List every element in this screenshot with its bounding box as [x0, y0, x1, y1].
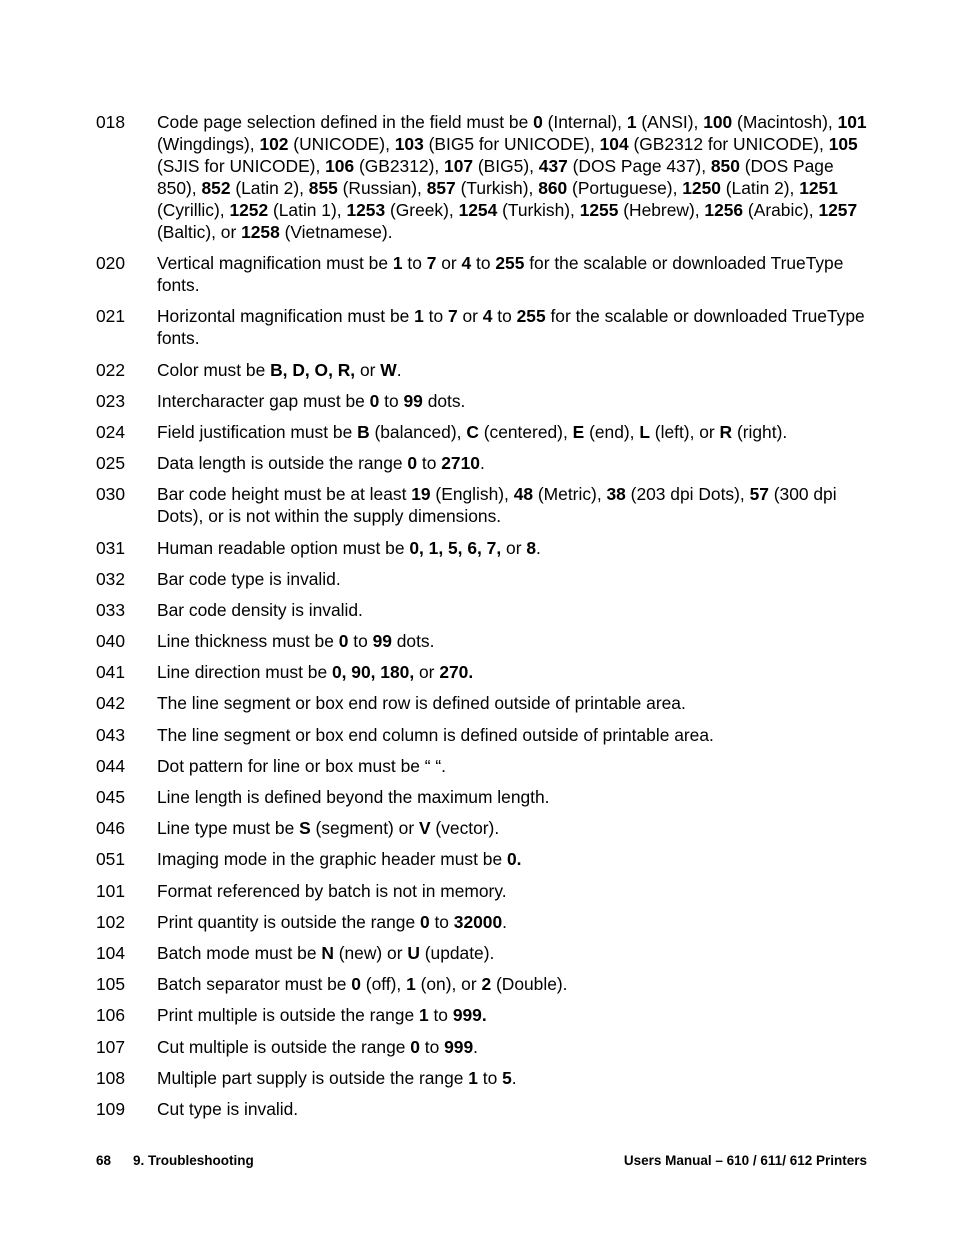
error-code: 018	[96, 112, 126, 132]
error-code: 025	[96, 453, 126, 474]
message-value: 855	[308, 178, 338, 198]
error-code: 020	[96, 253, 126, 274]
message-value: 1	[392, 253, 403, 274]
message-value: 8	[526, 537, 536, 558]
error-code-entry	[96, 973, 876, 995]
error-code-entry	[96, 724, 876, 746]
message-value: 100	[703, 112, 733, 132]
message-text: Code page selection defined in the field must be	[157, 112, 534, 132]
message-text: Bar code height must be at least	[157, 484, 412, 505]
message-text: for the scalable or downloaded TrueType fonts.	[157, 253, 844, 296]
error-message	[157, 817, 876, 839]
error-message	[157, 537, 876, 559]
error-message	[157, 880, 876, 902]
error-code: 041	[96, 662, 126, 683]
message-text: The line segment or box end column is defined outside of printable area.	[157, 724, 714, 745]
error-code: 021	[96, 306, 126, 327]
message-text: Print multiple is outside the range	[157, 1005, 419, 1026]
error-code: 030	[96, 484, 126, 505]
error-code: 040	[96, 631, 126, 652]
error-message	[157, 452, 876, 474]
error-code: 108	[96, 1067, 126, 1088]
error-code: 046	[96, 818, 126, 839]
message-text: (Hebrew),	[618, 200, 705, 220]
message-value: 1258	[241, 222, 280, 242]
message-value: 1254	[458, 200, 498, 220]
error-code-entry	[96, 661, 876, 683]
error-code: 031	[96, 537, 126, 558]
message-text: to	[419, 1036, 445, 1057]
message-text: to	[471, 253, 496, 274]
message-text: (203 dpi Dots),	[625, 484, 750, 505]
message-value: 437	[538, 156, 568, 176]
message-value: 104	[599, 134, 629, 154]
message-text: .	[473, 1036, 478, 1057]
message-text: (BIG5 for UNICODE),	[423, 134, 600, 154]
error-code: 104	[96, 942, 126, 963]
message-text: Cut type is invalid.	[157, 1098, 299, 1119]
error-code: 024	[96, 421, 126, 442]
footer-manual-title: Users Manual – 610 / 611/ 612 Printers	[623, 1153, 867, 1168]
message-value: 105	[828, 134, 858, 154]
message-text: (Arabic),	[743, 200, 819, 220]
message-text: (left), or	[649, 421, 720, 442]
message-text: or	[436, 253, 462, 274]
error-code: 051	[96, 849, 126, 870]
error-code-entry	[96, 390, 876, 412]
message-value: 7	[426, 253, 437, 274]
error-code: 044	[96, 755, 126, 776]
message-value: 2	[481, 974, 492, 995]
message-text: (Metric),	[533, 484, 607, 505]
message-value: 48	[513, 484, 534, 505]
message-text: (Latin 2),	[720, 178, 800, 198]
message-text: (Cyrillic),	[157, 200, 230, 220]
message-text: Intercharacter gap must be	[157, 390, 370, 411]
message-text: (DOS Page 850),	[157, 156, 834, 198]
error-code-entry	[96, 1098, 876, 1120]
message-text: (vector).	[430, 818, 500, 839]
message-text: (Greek),	[385, 200, 459, 220]
message-value: L	[639, 421, 650, 442]
message-value: 1251	[799, 178, 838, 198]
message-text: (English),	[430, 484, 514, 505]
message-value: 1255	[579, 200, 619, 220]
message-value: W	[380, 359, 397, 380]
message-value: S	[299, 818, 311, 839]
error-message	[157, 252, 876, 296]
message-text: Vertical magnification must be	[157, 253, 393, 274]
message-value: 999.	[452, 1005, 487, 1026]
message-text: .	[536, 537, 541, 558]
message-value: 1253	[346, 200, 386, 220]
message-text: dots.	[391, 631, 435, 652]
message-text: .	[502, 911, 507, 932]
error-code: 101	[96, 880, 126, 901]
error-code-entry	[96, 786, 876, 808]
message-value: 1	[414, 306, 424, 327]
message-value: 999	[444, 1036, 474, 1057]
message-text: The line segment or box end row is defined outside of printable area.	[157, 693, 686, 714]
message-text: to	[428, 1005, 453, 1026]
error-message	[157, 1004, 876, 1026]
message-text: to	[379, 390, 404, 411]
error-message	[157, 692, 876, 714]
error-code-entry	[96, 630, 876, 652]
error-code: 042	[96, 693, 126, 714]
error-message	[157, 599, 876, 621]
error-code: 106	[96, 1005, 126, 1026]
error-code-entry	[96, 942, 876, 964]
message-value: 850	[710, 156, 740, 176]
error-message	[157, 630, 876, 652]
message-value: 857	[426, 178, 456, 198]
error-code-entry	[96, 252, 876, 296]
error-message	[157, 359, 876, 381]
message-text: (Macintosh),	[732, 112, 838, 132]
message-text: (on), or	[415, 974, 482, 995]
message-value: 0	[407, 453, 418, 474]
message-value: 255	[516, 306, 546, 327]
error-message	[157, 1036, 876, 1058]
message-text: (Latin 2),	[230, 178, 309, 198]
error-code-entry	[96, 452, 876, 474]
message-text: Line thickness must be	[157, 631, 339, 652]
message-value: 38	[606, 484, 626, 505]
message-text: to	[429, 911, 454, 932]
message-value: 57	[749, 484, 769, 505]
message-text: (update).	[419, 942, 495, 963]
error-message	[157, 848, 876, 870]
message-text: (UNICODE),	[288, 134, 395, 154]
error-code-entry	[96, 911, 876, 933]
error-code-entry	[96, 421, 876, 443]
error-code-entry	[96, 755, 876, 777]
error-code: 022	[96, 359, 126, 380]
message-text: Multiple part supply is outside the range	[157, 1067, 469, 1088]
error-message	[157, 1067, 876, 1089]
message-value: E	[572, 421, 585, 442]
message-value: 106	[325, 156, 355, 176]
message-value: 1250	[682, 178, 721, 198]
error-code: 045	[96, 787, 126, 807]
error-message	[157, 483, 876, 527]
message-value: 102	[259, 134, 289, 154]
message-text: to	[348, 631, 373, 652]
error-code-entry	[96, 305, 876, 349]
message-text: Data length is outside the range	[157, 453, 408, 474]
error-message	[157, 390, 876, 412]
message-text: (SJIS for UNICODE),	[157, 156, 326, 176]
error-code-entry	[96, 537, 876, 559]
error-message	[157, 111, 876, 243]
message-text: to	[417, 453, 442, 474]
message-value: 0	[338, 631, 349, 652]
message-text: Format referenced by batch is not in memory.	[157, 880, 507, 901]
message-text: (Latin 1),	[268, 200, 347, 220]
message-text: (right).	[732, 421, 788, 442]
error-message	[157, 973, 876, 995]
message-value: 0	[533, 112, 543, 132]
message-text: (Turkish),	[497, 200, 580, 220]
message-text: to	[402, 253, 427, 274]
message-text: .	[511, 1067, 517, 1088]
message-text: Cut multiple is outside the range	[157, 1036, 411, 1057]
message-text: Line direction must be	[157, 662, 332, 683]
error-code-entry	[96, 111, 876, 243]
message-value: 2710	[441, 453, 480, 474]
message-value: B, D, O, R,	[270, 359, 356, 380]
error-code-entry	[96, 1036, 876, 1058]
page-number: 68	[96, 1153, 112, 1168]
error-code: 102	[96, 911, 126, 932]
message-value: 101	[837, 112, 867, 132]
message-value: 0	[351, 974, 361, 995]
message-value: 0	[410, 1036, 420, 1057]
message-text: to	[423, 306, 448, 327]
message-value: 255	[495, 253, 525, 274]
error-code-entry	[96, 1067, 876, 1089]
message-value: 7	[447, 306, 458, 327]
section-title: 9. Troubleshooting	[133, 1153, 254, 1168]
footer-left	[96, 1153, 254, 1168]
message-text: or	[355, 359, 381, 380]
error-message	[157, 786, 876, 808]
message-value: C	[466, 421, 479, 442]
message-text: Line length is defined beyond the maximum length.	[157, 787, 550, 807]
message-value: 0, 1, 5, 6, 7,	[409, 537, 502, 558]
message-text: Imaging mode in the graphic header must be	[157, 849, 507, 870]
message-text: (GB2312 for UNICODE),	[628, 134, 829, 154]
error-code: 105	[96, 974, 126, 995]
message-value: 1	[418, 1005, 429, 1026]
message-text: (Wingdings),	[157, 134, 260, 154]
message-value: 1257	[818, 200, 858, 220]
message-text: (Russian),	[337, 178, 427, 198]
message-value: B	[357, 421, 370, 442]
message-value: 852	[201, 178, 231, 198]
message-text: (Portuguese),	[567, 178, 683, 198]
error-message	[157, 911, 876, 933]
message-value: 0.	[506, 849, 522, 870]
message-value: 4	[461, 253, 472, 274]
error-code-entry	[96, 1004, 876, 1026]
message-text: Bar code type is invalid.	[157, 568, 341, 589]
message-text: .	[479, 453, 485, 474]
message-text: (centered),	[478, 421, 573, 442]
error-message	[157, 421, 876, 443]
message-value: R	[719, 421, 733, 442]
error-code: 109	[96, 1098, 126, 1119]
error-message	[157, 724, 876, 746]
message-value: 107	[444, 156, 474, 176]
message-value: 1	[626, 112, 637, 132]
message-value: 1252	[229, 200, 269, 220]
message-text: (ANSI),	[636, 112, 704, 132]
message-value: 1256	[704, 200, 744, 220]
message-text: (BIG5),	[473, 156, 539, 176]
error-message	[157, 568, 876, 590]
error-message	[157, 305, 876, 349]
error-code-entry	[96, 880, 876, 902]
message-text: Field justification must be	[157, 421, 358, 442]
message-text: (Double).	[491, 974, 568, 995]
message-value: V	[418, 818, 431, 839]
error-code-entry	[96, 817, 876, 839]
message-text: or	[414, 662, 440, 683]
error-code: 043	[96, 724, 126, 745]
message-text: Batch mode must be	[157, 942, 322, 963]
message-value: 99	[403, 390, 423, 411]
message-text: Dot pattern for line or box must be “ “.	[157, 755, 447, 776]
message-text: (Internal),	[542, 112, 627, 132]
message-text: (Turkish),	[455, 178, 539, 198]
error-code-entry	[96, 692, 876, 714]
message-value: U	[407, 942, 420, 963]
message-text: Batch separator must be	[157, 974, 352, 995]
error-code: 032	[96, 568, 126, 589]
message-value: 1	[468, 1067, 478, 1088]
message-value: 103	[394, 134, 424, 154]
error-code-entry	[96, 483, 876, 527]
message-value: 860	[538, 178, 568, 198]
message-text: (new) or	[333, 942, 408, 963]
message-text: for the scalable or downloaded TrueType fonts.	[157, 306, 865, 349]
message-text: (balanced),	[369, 421, 467, 442]
message-text: (DOS Page 437),	[567, 156, 711, 176]
error-message	[157, 1098, 876, 1120]
message-value: 270.	[439, 662, 474, 683]
message-text: to	[477, 1067, 503, 1088]
message-value: 4	[482, 306, 493, 327]
error-code-entry	[96, 568, 876, 590]
message-text: (off),	[360, 974, 407, 995]
error-message	[157, 661, 876, 683]
message-value: 5	[502, 1067, 512, 1088]
message-text: (300 dpi Dots), or is not within the supply dimensions.	[157, 484, 837, 527]
message-text: Color must be	[157, 359, 271, 380]
error-code: 107	[96, 1036, 126, 1057]
message-text: Line type must be	[157, 818, 300, 839]
message-text: Print quantity is outside the range	[157, 911, 420, 932]
error-code-entry	[96, 848, 876, 870]
error-code-entry	[96, 359, 876, 381]
message-text: Bar code density is invalid.	[157, 599, 363, 620]
message-text: (segment) or	[310, 818, 419, 839]
message-value: 0	[369, 390, 380, 411]
message-value: 32000	[453, 911, 503, 932]
message-text: (GB2312),	[354, 156, 445, 176]
error-code: 033	[96, 599, 126, 620]
message-text: dots.	[422, 390, 466, 411]
error-code-list	[96, 111, 876, 1129]
message-value: 19	[411, 484, 431, 505]
message-text: or	[457, 306, 483, 327]
error-code-entry	[96, 599, 876, 621]
message-value: 99	[372, 631, 392, 652]
message-text: .	[396, 359, 402, 380]
message-value: 1	[406, 974, 416, 995]
message-text: Horizontal magnification must be	[157, 306, 415, 327]
message-value: N	[321, 942, 334, 963]
message-text: (end),	[584, 421, 640, 442]
message-text: (Vietnamese).	[279, 222, 393, 242]
message-text: (Baltic), or	[157, 222, 242, 242]
error-message	[157, 942, 876, 964]
error-message	[157, 755, 876, 777]
message-value: 0	[419, 911, 430, 932]
message-text: Human readable option must be	[157, 537, 410, 558]
message-text: or	[501, 537, 527, 558]
message-value: 0, 90, 180,	[331, 662, 415, 683]
message-text: to	[492, 306, 517, 327]
error-code: 023	[96, 390, 126, 411]
